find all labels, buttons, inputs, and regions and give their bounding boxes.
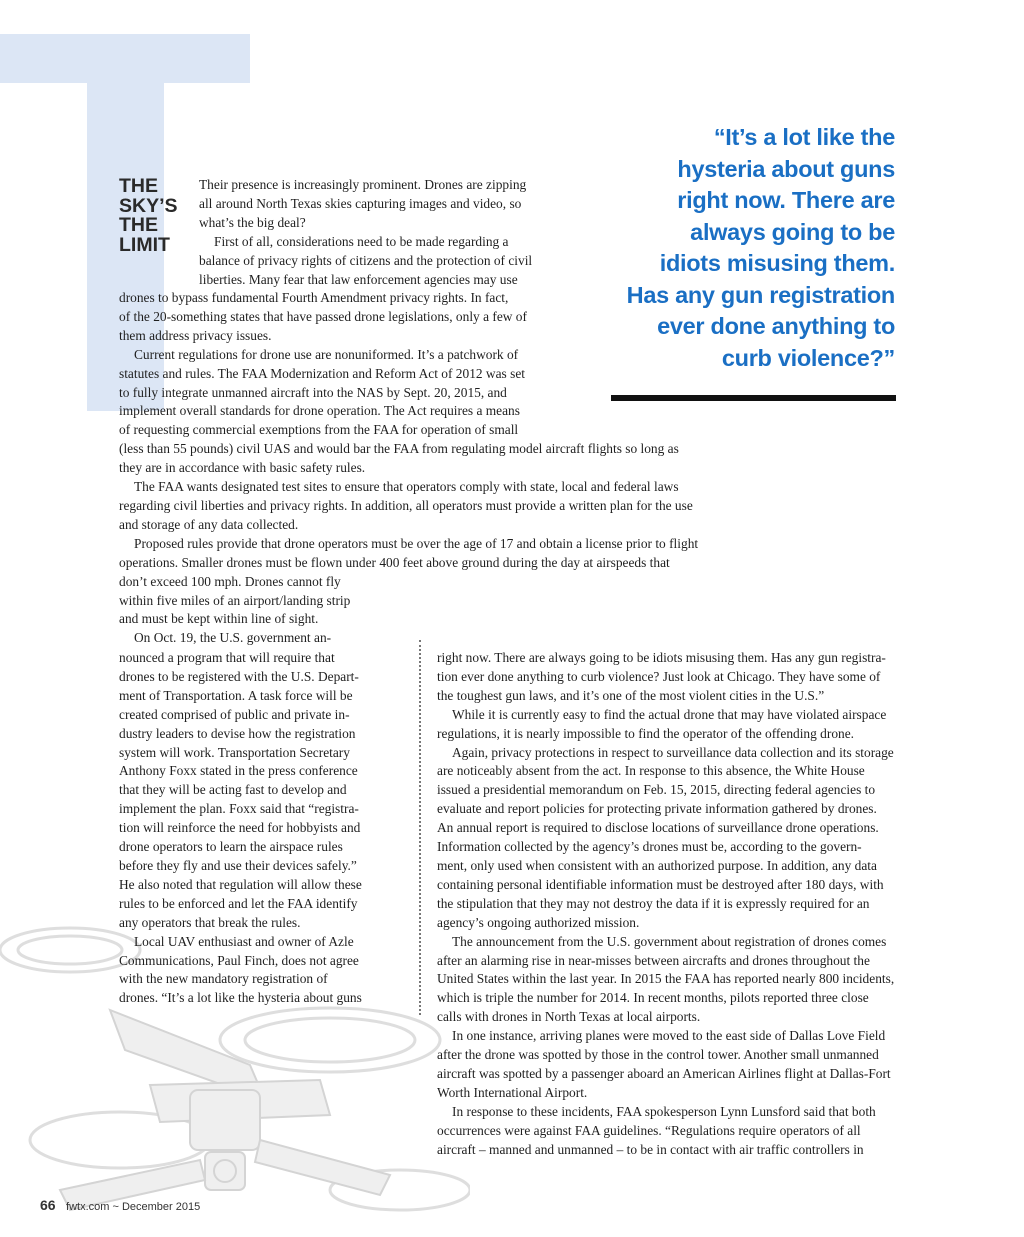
text-line: Current regulations for drone use are nonuniformed. It’s a patchwork of [134,346,519,362]
pull-quote-line: hysteria about guns [677,155,895,182]
pull-quote-line: idiots misusing them. [659,250,895,276]
text-line: dustry leaders to devise how the registration [119,725,356,741]
publication-line: fwtx.com ~ December 2015 [66,1201,201,1213]
text-line: containing personal identifiable information must be destroyed after 180 days, with [437,876,884,892]
text-line: Anthony Foxx stated in the press conference [119,763,358,779]
text-line: evaluate and report policies for protecting private information gathered by drones. [437,801,877,817]
text-line: The announcement from the U.S. government about registration of drones comes [452,933,887,949]
text-line: all around North Texas skies capturing images and video, so [199,195,522,211]
text-line: He also noted that regulation will allow these [119,876,362,892]
text-line: ment, only used when consistent with an authorized purpose. In addition, any data [437,857,877,873]
text-line: aircraft – manned and unmanned – to be in contact with air traffic controllers in [437,1141,864,1157]
text-line: that they will be acting fast to develop and [119,782,347,798]
text-line: calls with drones in North Texas at local airports. [437,1009,701,1025]
text-line: agency’s ongoing authorized mission. [437,914,640,930]
text-line: are noticeably absent from the act. In response to this absence, the White House [437,763,865,779]
kicker-line: THE [119,214,158,236]
pull-quote-line: Has any gun registration [626,281,895,308]
text-line: Communications, Paul Finch, does not agree [119,952,359,968]
text-line: before they fly and use their devices safely.” [119,857,357,873]
text-line: ment of Transportation. A task force will be [119,687,353,703]
pull-quote-line: right now. There are [677,187,895,213]
text-line: regarding civil liberties and privacy rights. In addition, all operators must provide a written plan for the use [119,497,693,513]
text-line: implement overall standards for drone operation. The Act requires a means [119,403,520,419]
text-line: In response to these incidents, FAA spokesperson Lynn Lunsford said that both [452,1103,876,1119]
text-line: within five miles of an airport/landing strip [119,592,351,608]
text-line: after an alarming rise in near-misses between aircrafts and drones throughout the [437,952,870,968]
text-line: An annual report is required to disclose locations of surveillance drone operations. [437,820,879,836]
pull-quote-rule [611,395,896,401]
text-line: In one instance, arriving planes were moved to the east side of Dallas Love Field [452,1028,886,1044]
text-line: of requesting commercial exemptions from the FAA for operation of small [119,422,519,438]
text-line: drones to be registered with the U.S. Depart- [119,668,359,684]
page-footer [40,1197,200,1215]
kicker-line: LIMIT [119,233,170,256]
text-line: occurrences were against FAA guidelines. “Regulations require operators of all [437,1122,861,1138]
text-line: the toughest gun laws, and it’s one of the most violent cities in the U.S.” [437,687,825,703]
kicker-line: THE [119,175,158,197]
article-intro-block [199,176,584,289]
text-line: (less than 55 pounds) civil UAS and would bar the FAA from regulating model aircraft flights so long as [119,441,679,457]
text-line: operations. Smaller drones must be flown under 400 feet above ground during the day at airspeeds that [119,554,670,570]
text-line: after the drone was spotted by those in the control tower. Another small unmanned [437,1047,879,1063]
pull-quote-line: curb violence?” [721,344,895,371]
text-line: implement the plan. Foxx said that “registra- [119,801,359,817]
pull-quote-line: “It’s a lot like the [713,124,895,150]
text-line: United States within the last year. In 2015 the FAA has reported nearly 800 incidents, [437,971,895,987]
column-divider [419,640,421,1015]
text-line: they are in accordance with basic safety rules. [119,460,366,476]
text-line: aircraft was spotted by a passenger aboard an American Airlines flight at Dallas-Fort [437,1065,891,1081]
text-line: and storage of any data collected. [119,516,299,532]
pull-quote-line: ever done anything to [657,313,895,339]
text-line: them address privacy issues. [119,327,272,343]
text-line: right now. There are always going to be idiots misusing them. Has any gun registra- [437,650,886,665]
section-kicker [119,177,189,255]
text-line: nounced a program that will require that [119,650,335,665]
pull-quote-line: always going to be [690,218,895,245]
text-line: regulations, it is nearly impossible to find the operator of the offending drone. [437,725,854,741]
kicker-line: SKY’S [119,194,178,217]
text-line: Information collected by the agency’s drones must be, according to the govern- [437,839,862,855]
page-number: 66 [40,1197,56,1213]
text-line: On Oct. 19, the U.S. government an- [134,630,332,646]
text-line: don’t exceed 100 mph. Drones cannot fly [119,573,341,589]
pull-quote [590,122,895,374]
text-line: with the new mandatory registration of [119,971,328,987]
text-line: tion will reinforce the need for hobbyists and [119,820,361,836]
text-line: which is triple the number for 2014. In recent months, pilots reported three close [437,990,869,1006]
text-line: the stipulation that they may not destroy the data if it is expressly required for an [437,895,870,911]
text-line: any operators that break the rules. [119,914,301,930]
text-line: drones. “It’s a lot like the hysteria about guns [119,990,362,1006]
article-right-column [437,649,977,1159]
text-line: to fully integrate unmanned aircraft into the NAS by Sept. 20, 2015, and [119,384,507,400]
article-left-column [119,649,409,1008]
text-line: The FAA wants designated test sites to ensure that operators comply with state, local and federal laws [134,479,679,495]
text-line: what’s the big deal? [199,214,306,230]
text-line: drone operators to learn the airspace rules [119,839,343,855]
text-line: balance of privacy rights of citizens and the protection of civil [199,252,533,268]
text-line: While it is currently easy to find the actual drone that may have violated airspace [452,706,887,722]
text-line: statutes and rules. The FAA Modernization and Reform Act of 2012 was set [119,365,525,381]
text-line: First of all, considerations need to be made regarding a [214,233,509,249]
text-line: Local UAV enthusiast and owner of Azle [134,933,354,949]
text-line: and must be kept within line of sight. [119,611,319,627]
text-line: rules to be enforced and let the FAA identify [119,895,358,911]
text-line: Worth International Airport. [437,1084,588,1100]
text-line: Proposed rules provide that drone operators must be over the age of 17 and obtain a license prior to flight [134,535,699,551]
text-line: liberties. Many fear that law enforcement agencies may use [199,271,518,287]
text-line: issued a presidential memorandum on Feb. 15, 2015, directing federal agencies to [437,782,876,798]
text-line: Again, privacy protections in respect to surveillance data collection and its storage [452,744,894,760]
text-line: system will work. Transportation Secretary [119,744,350,760]
text-line: created comprised of public and private in- [119,706,350,722]
text-line: drones to bypass fundamental Fourth Amendment privacy rights. In fact, [119,290,509,305]
text-line: Their presence is increasingly prominent. Drones are zipping [199,177,527,192]
text-line: tion ever done anything to curb violence? Just look at Chicago. They have some of [437,668,881,684]
text-line: of the 20-something states that have passed drone legislations, only a few of [119,308,527,324]
drop-cap-t-bar [0,34,250,83]
